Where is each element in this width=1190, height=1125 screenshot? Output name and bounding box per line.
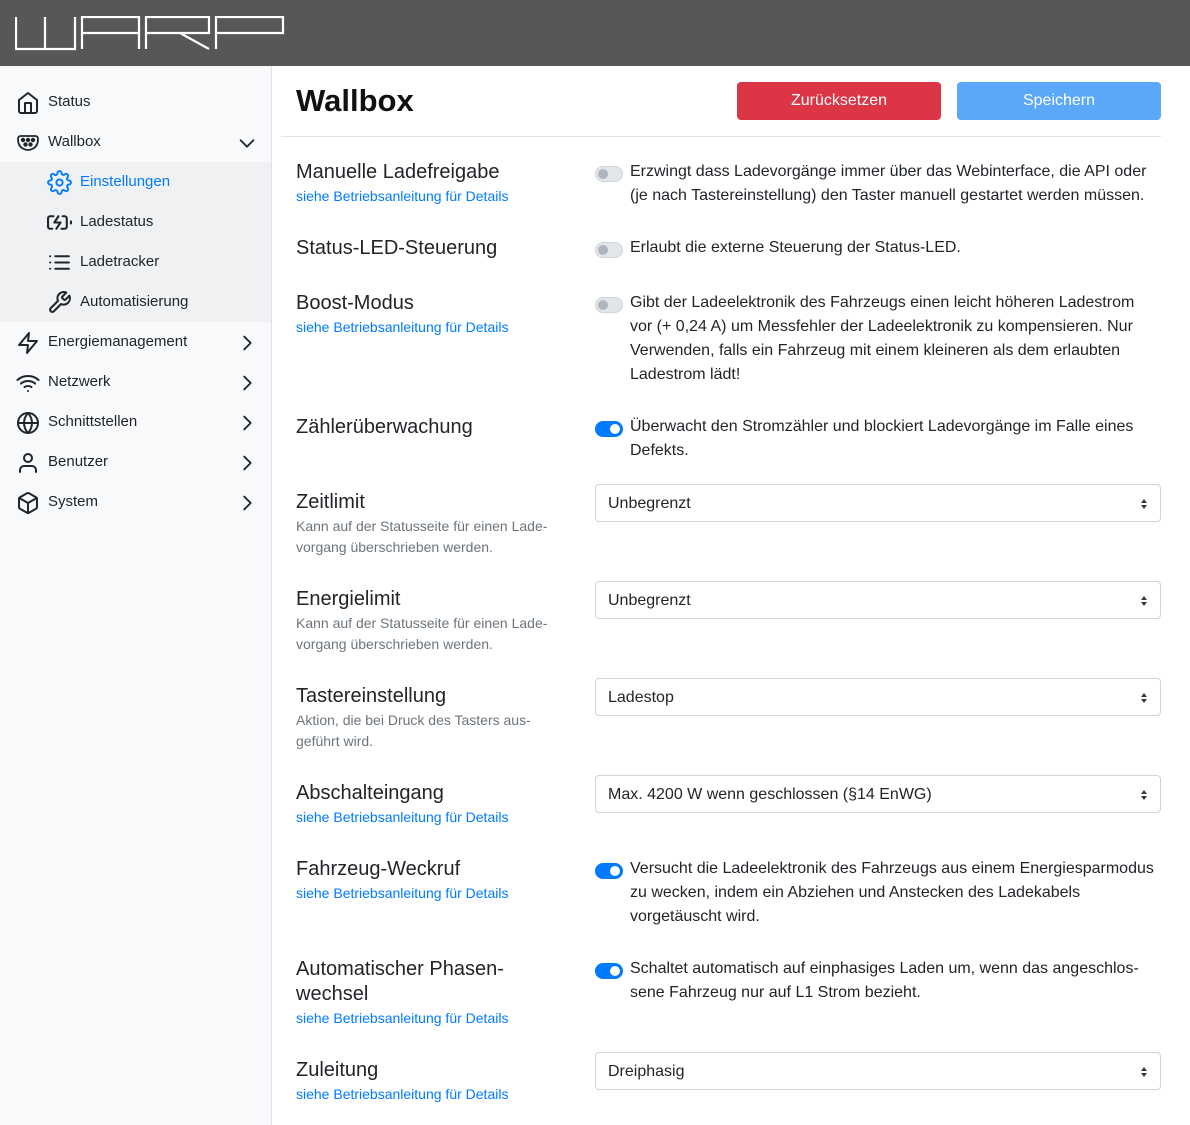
sidebar (0, 66, 272, 1125)
setting-description: Erlaubt die externe Steuerung der Status-LED. (630, 239, 961, 256)
sidebar-item-label: Ladestatus (80, 213, 154, 230)
manual-release-toggle[interactable] (595, 166, 623, 182)
sidebar-item-label: Schnittstellen (48, 413, 138, 430)
setting-description: Überwacht den Stromzähler und blockiert Ladevorgänge im Falle eines Defekts. (630, 418, 1134, 459)
divider (281, 136, 1161, 137)
details-link[interactable]: siehe Betriebsanleitung für Details (296, 1086, 509, 1102)
status-led-toggle[interactable] (595, 242, 623, 258)
button-setting-select[interactable] (595, 678, 1161, 716)
sidebar-item-label: Automatisierung (80, 293, 189, 310)
sidebar-item-label: Netzwerk (48, 373, 111, 390)
chevron-right-icon (236, 492, 258, 514)
sidebar-item-label: Ladetracker (80, 253, 160, 270)
energy-limit-select[interactable] (595, 581, 1161, 619)
wifi-icon (16, 371, 40, 395)
select-arrows-icon (1140, 1065, 1148, 1079)
setting-hint: Kann auf der Statusseite für einen Ladevorgang überschrieben werden. (296, 518, 548, 555)
reset-button[interactable]: Zurücksetzen (737, 82, 941, 120)
chevron-right-icon (236, 412, 258, 434)
setting-description: Versucht die Ladeelektronik des Fahrzeugs aus einem Energiesparmodus zu wecken, indem ein Abziehen und Anstecken des Ladekabels vorgetäuscht wird. (630, 860, 1154, 925)
charger-plug-icon (16, 131, 40, 155)
setting-hint: Kann auf der Statusseite für einen Ladevorgang überschrieben werden. (296, 615, 548, 652)
select-arrows-icon (1140, 788, 1148, 802)
top-bar (0, 0, 1190, 66)
select-value: Unbegrenzt (608, 592, 691, 609)
shutdown-input-select[interactable] (595, 775, 1161, 813)
details-link[interactable]: siehe Betriebsanleitung für Details (296, 885, 509, 901)
globe-icon (16, 411, 40, 435)
sidebar-item-energiemanagement[interactable] (0, 322, 271, 362)
setting-title: Zählerüberwachung (296, 416, 473, 438)
setting-title: Zeitlimit (296, 491, 365, 513)
sidebar-item-netzwerk[interactable] (0, 362, 271, 402)
details-link[interactable]: siehe Betriebsanleitung für Details (296, 188, 509, 204)
details-link[interactable]: siehe Betriebsanleitung für Details (296, 809, 509, 825)
setting-title: Zuleitung (296, 1059, 379, 1081)
select-arrows-icon (1140, 691, 1148, 705)
sidebar-item-benutzer[interactable] (0, 442, 271, 482)
save-button[interactable]: Speichern (957, 82, 1161, 120)
battery-charging-icon (47, 210, 72, 235)
sidebar-item-ladetracker[interactable] (0, 242, 271, 282)
details-link[interactable]: siehe Betriebsanleitung für Details (296, 1010, 509, 1026)
sidebar-item-status[interactable] (0, 82, 271, 122)
lightning-icon (16, 331, 40, 355)
main-content (272, 66, 1190, 1125)
setting-title: Status-LED-Steuerung (296, 237, 498, 259)
box-icon (16, 491, 40, 515)
select-arrows-icon (1140, 594, 1148, 608)
chevron-down-icon (236, 132, 258, 154)
supply-line-select[interactable] (595, 1052, 1161, 1090)
sidebar-item-wallbox[interactable] (0, 122, 271, 162)
sidebar-item-label: Status (48, 93, 91, 110)
setting-title: Fahrzeug-Weckruf (296, 858, 461, 880)
setting-title: Energielimit (296, 588, 401, 610)
sidebar-item-automatisierung[interactable] (0, 282, 271, 322)
chevron-right-icon (236, 372, 258, 394)
setting-title: Boost-Modus (296, 292, 414, 314)
setting-title: Abschalteingang (296, 782, 444, 804)
setting-hint: Aktion, die bei Druck des Tasters ausgeführt wird. (296, 712, 531, 749)
gear-icon (47, 170, 72, 195)
vehicle-wakeup-toggle[interactable] (595, 863, 623, 879)
setting-description: Schaltet automatisch auf einphasiges Laden um, wenn das angeschlossene Fahrzeug nur auf L1 Strom bezieht. (630, 960, 1139, 1001)
select-value: Dreiphasig (608, 1063, 685, 1080)
warp-logo (15, 16, 287, 52)
sidebar-item-label: Energiemanagement (48, 333, 188, 350)
sidebar-item-schnittstellen[interactable] (0, 402, 271, 442)
user-icon (16, 451, 40, 475)
select-arrows-icon (1140, 497, 1148, 511)
meter-monitoring-toggle[interactable] (595, 421, 623, 437)
details-link[interactable]: siehe Betriebsanleitung für Details (296, 319, 509, 335)
sidebar-item-system[interactable] (0, 482, 271, 522)
select-value: Max. 4200 W wenn geschlossen (§14 EnWG) (608, 786, 932, 803)
sidebar-item-label: Benutzer (48, 453, 109, 470)
sidebar-item-einstellungen[interactable] (0, 162, 271, 202)
select-value: Ladestop (608, 689, 674, 706)
select-value: Unbegrenzt (608, 495, 691, 512)
phase-switch-toggle[interactable] (595, 963, 623, 979)
chevron-right-icon (236, 452, 258, 474)
setting-title: Manuelle Ladefreigabe (296, 161, 500, 183)
chevron-right-icon (236, 332, 258, 354)
sidebar-item-label: Wallbox (48, 133, 101, 150)
sidebar-item-label: System (48, 493, 99, 510)
setting-description: Erzwingt dass Ladevorgänge immer über das Webinterface, die API oder (je nach Tastereinstellung) den Taster manuell gestartet werden müssen. (630, 163, 1147, 204)
setting-title: Automatischer Phasenwechsel (296, 958, 504, 1005)
sidebar-item-ladestatus[interactable] (0, 202, 271, 242)
setting-description: Gibt der Ladeelektronik des Fahrzeugs einen leicht höheren Ladestrom vor (+ 0,24 A) um Messfehler der Ladeelektronik zu kompensieren. Nur Verwenden, falls ein Fahrzeug mit einem kleineren als dem erlaubten Ladestrom lädt! (630, 294, 1135, 383)
time-limit-select[interactable] (595, 484, 1161, 522)
sidebar-item-label: Einstellungen (80, 173, 171, 190)
list-icon (47, 250, 72, 275)
setting-title: Tastereinstellung (296, 685, 447, 707)
page-title: Wallbox (296, 83, 414, 118)
home-icon (16, 91, 40, 115)
wrench-icon (47, 290, 72, 315)
boost-toggle[interactable] (595, 297, 623, 313)
